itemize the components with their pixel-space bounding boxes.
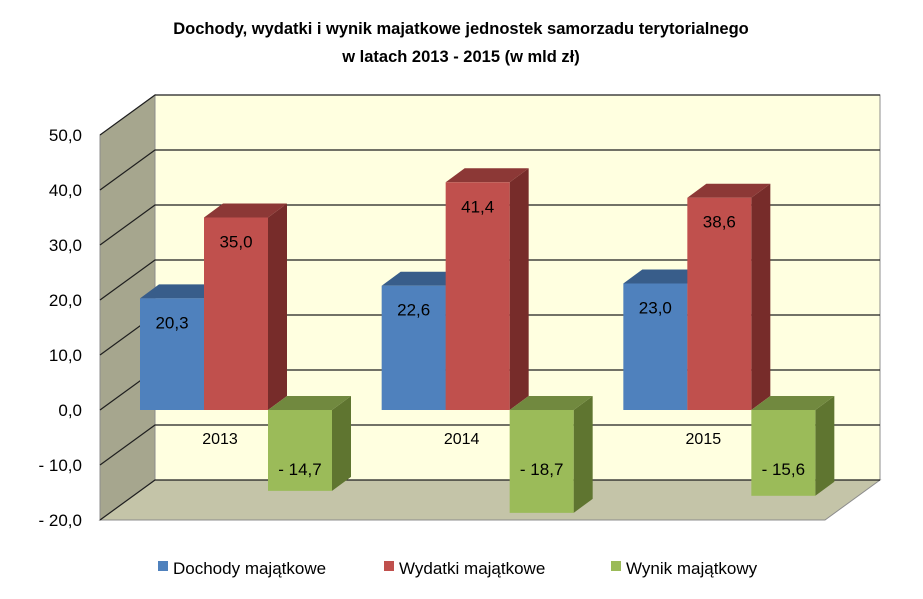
legend-label: Dochody majątkowe	[173, 559, 327, 578]
data-label: 38,6	[702, 212, 736, 232]
y-tick-label: - 10,0	[38, 456, 82, 475]
data-label: 23,0	[638, 298, 672, 318]
chart-title-line-1: Dochody, wydatki i wynik majatkowe jednostek samorzadu terytorialnego	[173, 20, 749, 38]
legend-label: Wydatki majątkowe	[399, 559, 546, 578]
y-tick-label: 40,0	[48, 181, 82, 200]
data-label: 20,3	[155, 313, 189, 333]
bar-side	[332, 396, 351, 491]
data-label: 22,6	[397, 300, 431, 320]
legend	[158, 559, 758, 578]
y-tick-label: 50,0	[48, 126, 82, 145]
bar-2014-series-3	[510, 396, 593, 513]
chart-title-line-2: w latach 2013 - 2015 (w mld zł)	[342, 48, 580, 66]
y-tick-label: - 20,0	[38, 511, 82, 530]
y-tick-label: 10,0	[48, 346, 82, 365]
data-label: - 15,6	[761, 460, 806, 479]
bar-side	[815, 396, 834, 496]
category-label: 2013	[202, 431, 238, 448]
data-label: 35,0	[219, 232, 253, 252]
category-label: 2014	[443, 431, 480, 448]
y-tick-label: 20,0	[48, 291, 82, 310]
category-label: 2015	[685, 431, 722, 448]
legend-label: Wynik majątkowy	[626, 559, 758, 578]
bar-front	[446, 182, 510, 410]
y-axis-tick-labels	[39, 126, 82, 530]
bar-front	[751, 410, 815, 496]
legend-swatch	[384, 561, 394, 571]
bar-side	[751, 184, 770, 410]
bar-2015-series-3	[751, 396, 834, 496]
data-label: 41,4	[461, 197, 495, 217]
data-label: - 18,7	[519, 460, 564, 479]
legend-swatch	[158, 561, 168, 571]
bar-side	[574, 396, 593, 513]
legend-swatch	[611, 561, 621, 571]
bar-side	[268, 204, 287, 411]
bar-side	[510, 168, 529, 410]
y-tick-label: 0,0	[58, 401, 82, 420]
y-tick-label: 30,0	[48, 236, 82, 255]
data-label: - 14,7	[278, 460, 322, 479]
